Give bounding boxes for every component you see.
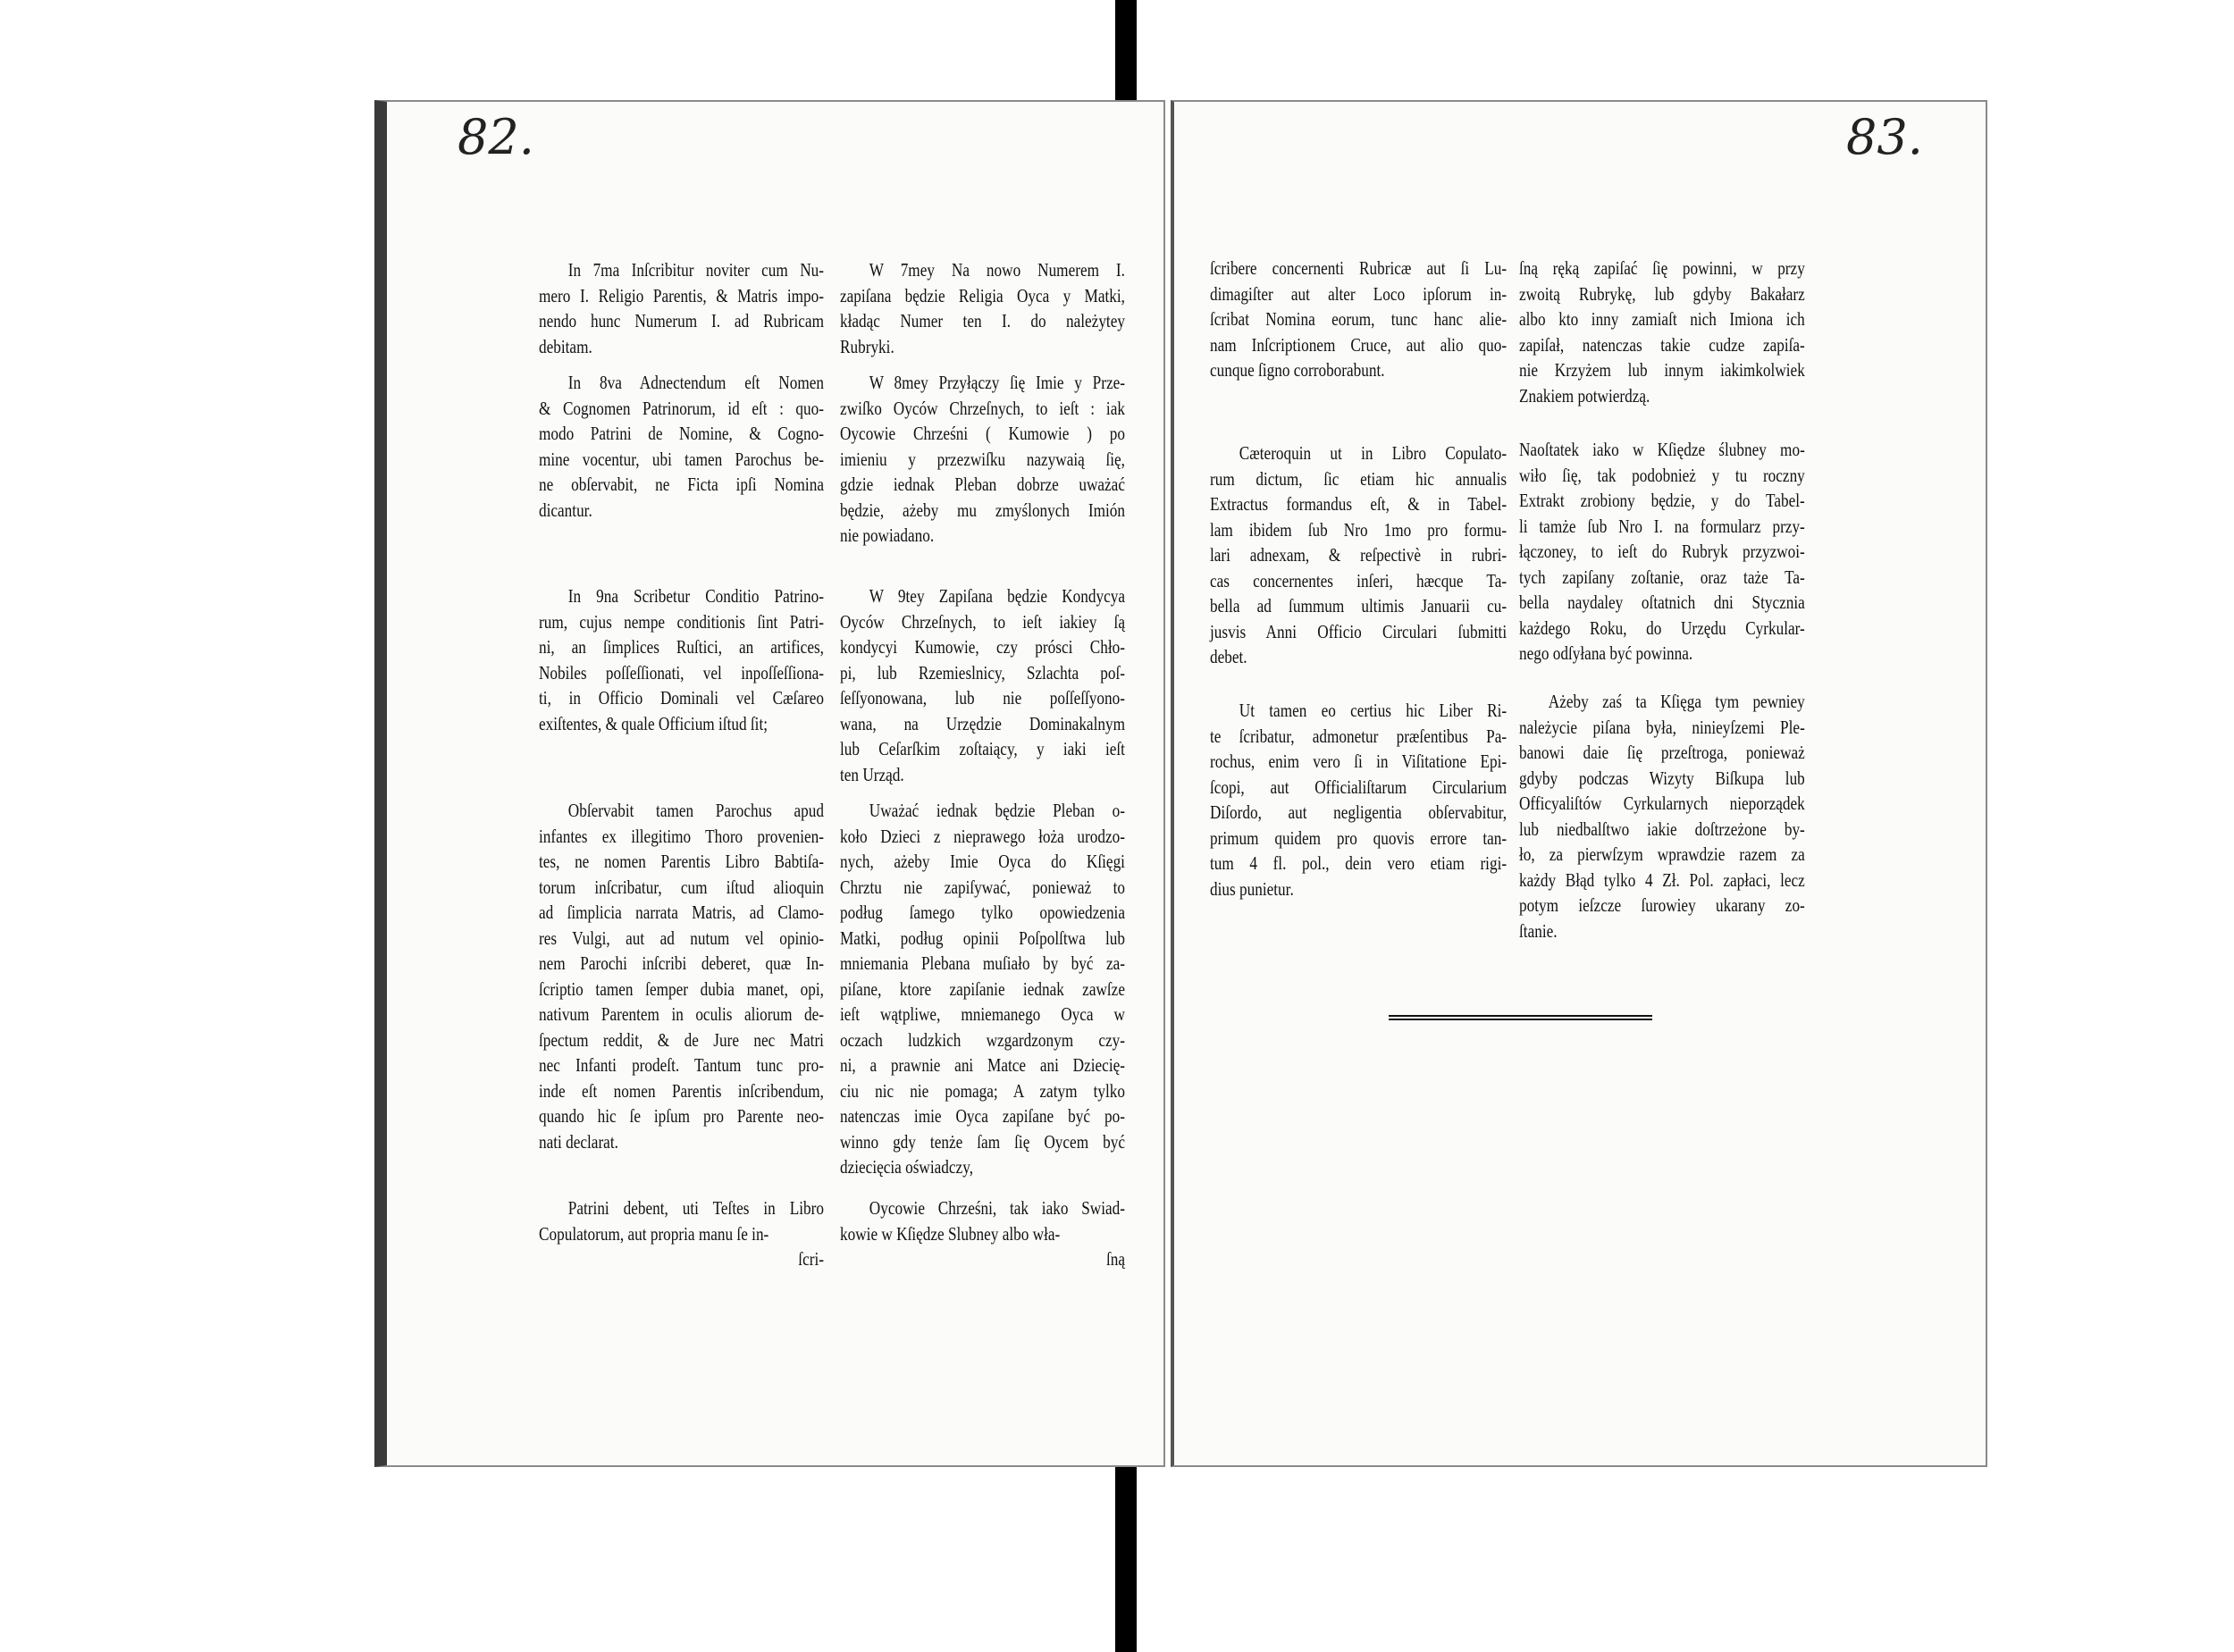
catchword: ſcri- [798,1248,824,1270]
text-line: Chrztu nie zapiſywać, ponieważ to [840,876,1125,898]
text-line: cas concernentes inſeri, hæcque Ta- [1210,569,1508,591]
text-line: dicantur. [539,499,592,521]
page-number-left: 82. [458,109,534,165]
text-line: nec Infanti prodeſt. Tantum tunc pro- [539,1054,824,1076]
text-line: Cæteroquin ut in Libro Copulato- [1239,442,1508,464]
text-line: zwoitą Rubrykę, lub gdyby Bakałarz [1519,282,1805,305]
paragraph [840,583,1125,787]
text-line: Oycowie Chrześni ( Kumowie ) po [840,423,1125,444]
text-line: ieſt wątpliwe, mniemanego Oyca w [840,1003,1125,1025]
paragraph [840,1195,1125,1270]
text-line: ti, in Officio Dominali vel Cæſareo [539,687,824,709]
text-line: Extrakt zrobiony będzie, y do Tabel- [1519,490,1805,511]
text-line: piſane, ktore zapiſanie iednak zawſze [840,977,1125,1000]
text-line: W 7mey Na nowo Numerem I. [869,259,1125,281]
text-line: res Vulgi, aut ad nutum vel opinio- [539,927,824,949]
text-line: Ażeby zaś ta Kſięga tym pewniey [1548,691,1805,712]
paragraph [539,257,824,359]
text-line: nego odſyłana być powinna. [1519,642,1693,664]
text-line: rum dictum, ſic etiam hic annualis [1210,467,1508,490]
text-line: należycie piſana była, ninieyſzemi Ple- [1519,716,1805,738]
text-line: In 9na Scribetur Conditio Patrino- [567,585,824,607]
text-line: Patrini debent, uti Teſtes in Libro [567,1197,824,1219]
text-line: tum 4 fl. pol., dein vero etiam rigi- [1210,852,1508,874]
paragraph [1519,689,1805,943]
scanner-binding-bar-top [1115,0,1137,100]
text-line: kowie w Kſiędze Slubney albo wła- [840,1222,1061,1245]
text-line: tes, ne nomen Parentis Libro Babtiſa- [539,851,824,872]
paragraph [840,370,1125,549]
text-line: ſcriptio tamen ſemper dubia manet, opi, [539,977,824,1000]
text-line: zapiſał, natenczas takie cudze zapiſa- [1519,333,1805,356]
paragraph [539,583,824,736]
text-line: modo Patrini de Nomine, & Cogno- [539,423,824,444]
paragraph [1210,440,1507,670]
text-line: imieniu y przezwiſku nazywaią ſię, [840,448,1125,470]
text-line: Znakiem potwierdzą. [1519,384,1650,407]
text-line: kondycyi Kumowie, czy prósci Chło- [840,636,1125,658]
text-line: jusvis Anni Officio Circulari ſubmitti [1210,620,1508,642]
page-number-right: 83. [1846,109,1923,165]
text-line: łączoney, to ieſt do Rubryk przyzwoi- [1519,541,1805,562]
paragraph [539,798,824,1154]
text-line: zwiſko Oyców Chrzeſnych, to ieſt : iak [840,397,1125,419]
text-line: Copulatorum, aut propria manu ſe in- [539,1222,769,1245]
text-line: ad ſimplicia narrata Matris, ad Clamo- [539,901,824,923]
text-line: nych, ażeby Imie Oyca do Kſięgi [840,851,1125,872]
paragraph [840,257,1125,359]
text-line: Obſervabit tamen Parochus apud [567,800,824,821]
text-line: ni, a prawnie ani Matce ani Dziecię- [840,1054,1125,1076]
paragraph [1210,256,1507,383]
text-line: wiło ſię, tak podobnież y tu roczny [1519,464,1805,486]
text-line: ſną ręką zapiſać ſię powinni, w przy [1519,257,1805,279]
text-line: każdy Błąd tylko 4 Zł. Pol. zapłaci, lecz [1519,868,1805,891]
text-line: bella ad ſummum ultimis Januarii cu- [1210,595,1508,616]
text-line: quando hic ſe ipſum pro Parente neo- [539,1105,824,1127]
text-line: oczach ludzkich wzgardzonym czy- [840,1028,1125,1051]
text-line: pi, lub Rzemieslnicy, Szlachta poſ- [840,661,1125,683]
text-line: tych zapiſany zoſtanie, oraz taże Ta- [1519,566,1805,588]
text-line: mine vocentur, ubi tamen Parochus be- [539,448,824,470]
text-line: Nobiles poſſeſſionati, vel inpoſſeſſiona- [539,661,824,683]
text-line: albo kto inny zamiaſt nich Imiona ich [1519,308,1805,330]
text-line: nam Inſcriptionem Cruce, aut alio quo- [1210,333,1508,356]
text-line: te ſcribatur, admonetur præſentibus Pa- [1210,725,1508,747]
text-line: mero I. Religio Parentis, & Matris impo- [539,284,824,306]
text-line: gdzie iednak Pleban dobrze uważać [840,474,1125,495]
text-line: debitam. [539,335,592,357]
text-line: Rubryki. [840,335,894,357]
text-line: ło, za pierwſzym wprawdzie razem za [1519,843,1805,865]
text-line: każdego Roku, do Urzędu Cyrkular- [1519,616,1805,639]
text-line: natenczas imie Oyca zapiſane być po- [840,1105,1125,1127]
text-line: ni, an ſimplices Ruſtici, an artifices, [539,636,824,658]
text-line: banowi daie ſię przeſtroga, ponieważ [1519,742,1805,763]
text-line: koło Dzieci z nieprawego łoża urodzo- [840,825,1125,847]
text-line: bella naydaley oſtatnich dni Stycznia [1519,591,1805,613]
text-line: ſeſſyonowana, lub nie poſſeſſyono- [840,687,1125,709]
text-line: wana, na Urzędzie Dominakalnym [840,712,1125,734]
text-line: W 9tey Zapiſana będzie Kondycya [869,585,1125,607]
text-line: ſcopi, aut Officialiſtarum Circularium [1210,776,1508,798]
text-line: Uważać iednak będzie Pleban o- [869,800,1125,821]
text-line: inde eſt nomen Parentis inſcribendum, [539,1079,824,1102]
paragraph [1210,698,1507,901]
paragraph [840,798,1125,1180]
text-line: ſtanie. [1519,919,1558,942]
text-line: lub Ceſarſkim zoſtaiący, y iaki ieſt [840,738,1125,759]
text-line: będzie, ażeby mu zmyślonych Imión [840,499,1125,521]
text-line: Oycowie Chrześni, tak iako Swiad- [869,1197,1125,1219]
text-line: nie Krzyżem lub innym iakimkolwiek [1519,359,1805,381]
text-line: ciu nic nie pomaga; A zatym tylko [840,1079,1125,1102]
text-line: infantes ex illegitimo Thoro provenien- [539,825,824,847]
text-line: In 7ma Inſcribitur noviter cum Nu- [567,259,824,281]
text-line: lam ibidem ſub Nro 1mo pro formu- [1210,518,1508,541]
text-line: In 8va Adnectendum eſt Nomen [567,372,824,393]
text-line: exiſtentes, & quale Officium iſtud ſit; [539,712,768,734]
text-line: ne obſervabit, ne Ficta ipſi Nomina [539,474,824,495]
text-line: dimagiſter aut alter Loco ipſorum in- [1210,282,1508,305]
text-line: ſpectum reddit, & de Jure nec Matri [539,1028,824,1051]
text-line: winno gdy tenże ſam ſię Oycem być [840,1130,1125,1153]
text-line: mniemania Plebana muſiało by być za- [840,952,1125,974]
text-line: Extractus formandus eſt, & in Tabel- [1210,493,1508,515]
text-line: Diſordo, aut negligentia obſervabitur, [1210,801,1508,823]
text-line: nati declarat. [539,1130,618,1153]
paragraph [539,1195,824,1270]
text-line: torum inſcribatur, cum iſtud alioquin [539,876,824,898]
text-line: cunque ſigno corroborabunt. [1210,359,1385,381]
text-line: nativum Parentem in oculis aliorum de- [539,1003,824,1025]
text-line: ten Urząd. [840,763,904,785]
catchword: ſną [1105,1248,1125,1270]
text-line: rochus, enim vero ſi in Viſitatione Epi- [1210,751,1508,772]
text-line: ſcribere concernenti Rubricæ aut ſi Lu- [1210,257,1508,279]
paragraph [539,370,824,523]
text-line: potym ieſzcze ſurowiey ukarany zo- [1519,894,1805,916]
text-line: Officyaliſtów Cyrkularnych nieporządek [1519,792,1805,814]
text-line: Ut tamen eo certius hic Liber Ri- [1239,700,1508,721]
paragraph [1519,437,1805,667]
scanner-binding-bar-bottom [1115,1467,1137,1652]
text-line: gdyby podczas Wizyty Biſkupa lub [1519,767,1805,789]
text-line: lari adnexam, & reſpectivè in rubri- [1210,544,1508,566]
text-line: dius punietur. [1210,877,1294,900]
text-line: Naoſtatek iako w Kſiędze ślubney mo- [1519,439,1805,460]
text-line: rum, cujus nempe conditionis ſint Patri- [539,610,824,633]
text-line: podług ſamego tylko opowiedzenia [840,901,1125,923]
text-line: W 8mey Przyłączy ſię Imie y Prze- [869,372,1125,393]
text-line: kładąc Numer ten I. do należytey [840,310,1125,331]
end-rule-divider [1389,1015,1652,1020]
text-line: ſcribat Nomina eorum, tunc hanc alie- [1210,308,1508,330]
text-line: li tamże ſub Nro I. na formularz przy- [1519,515,1805,537]
text-line: dziecięcia oświadczy, [840,1156,973,1178]
text-line: nendo hunc Numerum I. ad Rubricam [539,310,824,331]
text-line: Matki, podług opinii Poſpolſtwa lub [840,927,1125,949]
text-line: Oyców Chrzeſnych, to ieſt iakiey ſą [840,610,1125,633]
text-line: nie powiadano. [840,524,935,546]
text-line: debet. [1210,646,1247,667]
paragraph [1519,256,1805,408]
text-line: zapiſana będzie Religia Oyca y Matki, [840,284,1125,306]
text-line: & Cognomen Patrinorum, id eſt : quo- [539,397,824,419]
text-line: lub niedbalſtwo iakie doſtrzeżone by- [1519,818,1805,840]
text-line: primum quidem pro quovis errore tan- [1210,826,1508,849]
text-line: nem Parochi inſcribi deberet, quæ In- [539,952,824,974]
